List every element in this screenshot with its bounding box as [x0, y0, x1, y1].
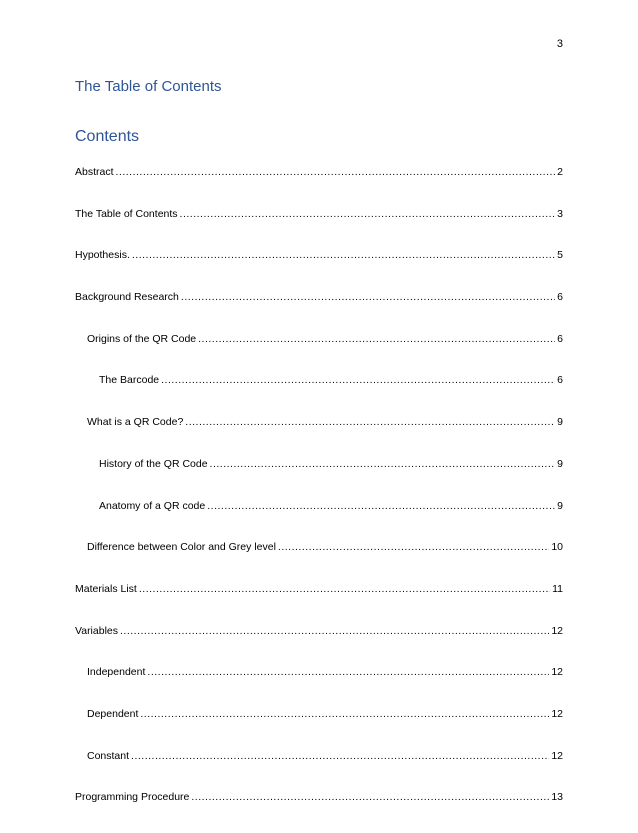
toc-entry-programming-procedure[interactable] — [75, 791, 563, 811]
toc-entry-title: Independent — [87, 666, 146, 679]
toc-heading: Contents — [75, 128, 140, 145]
toc-entry-abstract[interactable] — [75, 166, 563, 186]
toc-entry-page: 13 — [551, 791, 563, 804]
toc-entry-page: 11 — [552, 582, 563, 595]
toc-entry-page: 12 — [551, 707, 563, 720]
toc-entry-title: The Barcode — [99, 374, 160, 387]
toc-entry-page: 9 — [557, 499, 563, 512]
toc-entry-page: 12 — [551, 666, 563, 679]
toc-dot-leader — [147, 666, 549, 678]
toc-entry-page: 9 — [557, 457, 563, 470]
toc-entry-materials-list[interactable] — [75, 583, 563, 603]
toc-entry-what-is-a-qr-code[interactable] — [75, 416, 563, 436]
toc-entry-independent[interactable] — [75, 666, 563, 686]
toc-entry-anatomy-of-a-qr-code[interactable] — [75, 500, 563, 520]
toc-dot-leader — [198, 333, 555, 345]
page-number: 3 — [556, 38, 563, 50]
toc-entry-page: 2 — [557, 166, 563, 178]
toc-entry-page: 12 — [551, 749, 563, 762]
toc-dot-leader — [161, 374, 555, 386]
toc-entry-page: 3 — [557, 207, 563, 220]
toc-entry-title: The Table of Contents — [75, 207, 178, 220]
toc-dot-leader — [210, 458, 556, 470]
toc-entry-title: History of the QR Code — [99, 457, 208, 470]
toc-entry-origins-of-the-qr-code[interactable] — [75, 333, 563, 353]
toc-entry-title: Materials List — [75, 582, 137, 595]
toc-entry-page: 10 — [551, 541, 563, 554]
toc-dot-leader — [278, 541, 549, 553]
toc-entry-title: Dependent — [87, 707, 139, 720]
toc-entry-dependent[interactable] — [75, 708, 563, 728]
toc-entry-title: Abstract — [75, 166, 114, 178]
toc-entry-page: 9 — [557, 416, 563, 429]
toc-dot-leader — [131, 750, 549, 762]
toc-entry-title: Hypothesis. — [75, 249, 130, 262]
toc-dot-leader — [140, 708, 549, 720]
toc-dot-leader — [207, 500, 555, 512]
table-of-contents — [75, 166, 563, 833]
toc-entry-page: 6 — [557, 332, 563, 345]
toc-entry-title: Origins of the QR Code — [87, 332, 197, 345]
toc-entry-title: What is a QR Code? — [87, 416, 184, 429]
toc-entry-page: 5 — [557, 249, 563, 262]
toc-entry-hypothesis[interactable] — [75, 249, 563, 269]
toc-entry-page: 6 — [557, 291, 563, 304]
toc-entry-title: Difference between Color and Grey level — [87, 541, 276, 554]
toc-dot-leader — [116, 166, 556, 178]
toc-entry-background-research[interactable] — [75, 291, 563, 311]
toc-entry-title: Background Research — [75, 291, 179, 304]
toc-entry-table-of-contents[interactable] — [75, 208, 563, 228]
toc-entry-page: 12 — [551, 624, 563, 637]
toc-dot-leader — [191, 791, 549, 803]
toc-entry-title: Programming Procedure — [75, 791, 190, 804]
toc-entry-page: 6 — [557, 374, 563, 387]
toc-entry-difference-color-grey-level[interactable] — [75, 541, 563, 561]
toc-entry-title: Variables — [75, 624, 118, 637]
toc-entry-title: Anatomy of a QR code — [99, 499, 206, 512]
toc-entry-history-of-the-qr-code[interactable] — [75, 458, 563, 478]
toc-entry-variables[interactable] — [75, 625, 563, 645]
toc-dot-leader — [132, 249, 555, 261]
toc-dot-leader — [181, 291, 555, 303]
document-heading: The Table of Contents — [75, 78, 222, 95]
toc-dot-leader — [185, 416, 555, 428]
toc-dot-leader — [180, 208, 556, 220]
toc-entry-constant[interactable] — [75, 750, 563, 770]
toc-dot-leader — [120, 625, 549, 637]
toc-entry-title: Constant — [87, 749, 130, 762]
toc-entry-the-barcode[interactable] — [75, 374, 563, 394]
toc-dot-leader — [139, 583, 550, 595]
